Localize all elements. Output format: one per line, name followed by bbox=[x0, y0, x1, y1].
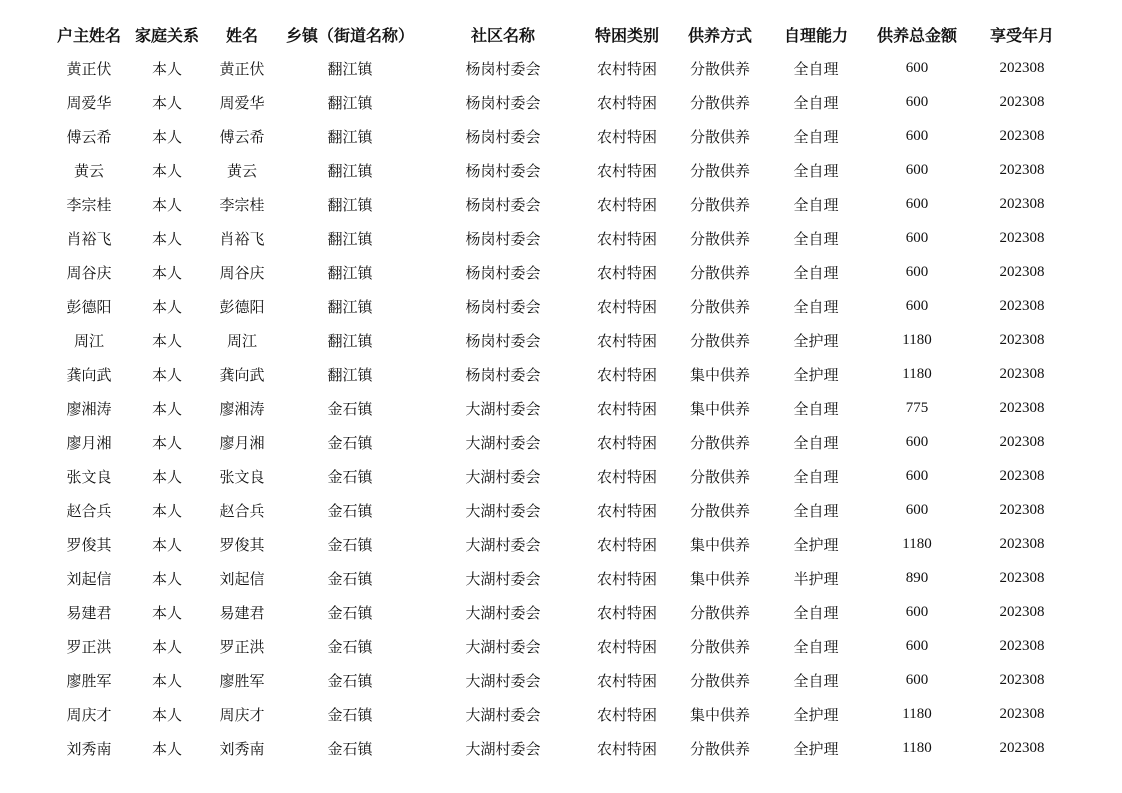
householder-name-cell: 肖裕飞 bbox=[66, 229, 112, 248]
relation-cell: 本人 bbox=[151, 467, 182, 486]
community-cell: 杨岗村委会 bbox=[465, 195, 541, 214]
table-body bbox=[50, 51, 1072, 765]
relation-cell: 本人 bbox=[151, 331, 182, 350]
self-care-cell: 全护理 bbox=[793, 739, 839, 758]
householder-name-cell: 廖湘涛 bbox=[66, 399, 112, 418]
name-cell: 龚向武 bbox=[219, 365, 265, 384]
category-cell: 农村特困 bbox=[596, 229, 657, 248]
self-care-cell: 全自理 bbox=[793, 637, 839, 656]
town-cell: 翻江镇 bbox=[327, 229, 373, 248]
month-cell: 202308 bbox=[999, 705, 1045, 722]
header-name: 姓名 bbox=[225, 26, 258, 45]
month-cell: 202308 bbox=[999, 263, 1045, 280]
householder-name-cell: 张文良 bbox=[66, 467, 112, 486]
self-care-cell: 全自理 bbox=[793, 229, 839, 248]
month-cell: 202308 bbox=[999, 433, 1045, 450]
relation-cell: 本人 bbox=[151, 263, 182, 282]
householder-name-cell: 周谷庆 bbox=[66, 263, 112, 282]
name-cell: 刘秀南 bbox=[219, 739, 265, 758]
self-care-cell: 全自理 bbox=[793, 195, 839, 214]
name-cell: 赵合兵 bbox=[219, 501, 265, 520]
table-row bbox=[50, 391, 1072, 425]
support-mode-cell: 分散供养 bbox=[689, 501, 750, 520]
relation-cell: 本人 bbox=[151, 637, 182, 656]
town-cell: 翻江镇 bbox=[327, 195, 373, 214]
town-cell: 金石镇 bbox=[327, 603, 373, 622]
self-care-cell: 全自理 bbox=[793, 603, 839, 622]
community-cell: 大湖村委会 bbox=[465, 467, 541, 486]
town-cell: 金石镇 bbox=[327, 637, 373, 656]
community-cell: 大湖村委会 bbox=[465, 603, 541, 622]
support-mode-cell: 集中供养 bbox=[689, 569, 750, 588]
table-row bbox=[50, 595, 1072, 629]
amount-cell: 600 bbox=[905, 671, 929, 688]
householder-name-cell: 傅云希 bbox=[66, 127, 112, 146]
support-mode-cell: 分散供养 bbox=[689, 331, 750, 350]
householder-name-cell: 黄正伏 bbox=[66, 59, 112, 78]
support-mode-cell: 分散供养 bbox=[689, 229, 750, 248]
name-cell: 周庆才 bbox=[219, 705, 265, 724]
table-row bbox=[50, 51, 1072, 85]
category-cell: 农村特困 bbox=[596, 569, 657, 588]
relation-cell: 本人 bbox=[151, 297, 182, 316]
support-mode-cell: 分散供养 bbox=[689, 59, 750, 78]
month-cell: 202308 bbox=[999, 127, 1045, 144]
support-mode-cell: 分散供养 bbox=[689, 161, 750, 180]
householder-name-cell: 周江 bbox=[73, 331, 104, 350]
table-row bbox=[50, 323, 1072, 357]
householder-name-cell: 周爱华 bbox=[66, 93, 112, 112]
amount-cell: 600 bbox=[905, 195, 929, 212]
support-mode-cell: 分散供养 bbox=[689, 263, 750, 282]
town-cell: 金石镇 bbox=[327, 535, 373, 554]
amount-cell: 775 bbox=[905, 399, 929, 416]
table-row bbox=[50, 731, 1072, 765]
relief-roster-table bbox=[50, 18, 1072, 765]
self-care-cell: 全自理 bbox=[793, 127, 839, 146]
amount-cell: 1180 bbox=[902, 365, 932, 382]
name-cell: 廖月湘 bbox=[219, 433, 265, 452]
householder-name-cell: 刘起信 bbox=[66, 569, 112, 588]
month-cell: 202308 bbox=[999, 297, 1045, 314]
community-cell: 大湖村委会 bbox=[465, 705, 541, 724]
month-cell: 202308 bbox=[999, 671, 1045, 688]
householder-name-cell: 廖胜军 bbox=[66, 671, 112, 690]
community-cell: 大湖村委会 bbox=[465, 739, 541, 758]
table-row bbox=[50, 493, 1072, 527]
month-cell: 202308 bbox=[999, 603, 1045, 620]
amount-cell: 600 bbox=[905, 229, 929, 246]
amount-cell: 600 bbox=[905, 467, 929, 484]
month-cell: 202308 bbox=[999, 195, 1045, 212]
name-cell: 黄云 bbox=[226, 161, 257, 180]
self-care-cell: 全护理 bbox=[793, 365, 839, 384]
self-care-cell: 全自理 bbox=[793, 93, 839, 112]
self-care-cell: 全自理 bbox=[793, 671, 839, 690]
category-cell: 农村特困 bbox=[596, 93, 657, 112]
amount-cell: 600 bbox=[905, 501, 929, 518]
relation-cell: 本人 bbox=[151, 433, 182, 452]
name-cell: 易建君 bbox=[219, 603, 265, 622]
relation-cell: 本人 bbox=[151, 59, 182, 78]
amount-cell: 600 bbox=[905, 603, 929, 620]
relation-cell: 本人 bbox=[151, 127, 182, 146]
support-mode-cell: 分散供养 bbox=[689, 739, 750, 758]
header-amount: 供养总金额 bbox=[876, 26, 957, 45]
householder-name-cell: 周庆才 bbox=[66, 705, 112, 724]
month-cell: 202308 bbox=[999, 331, 1045, 348]
community-cell: 杨岗村委会 bbox=[465, 331, 541, 350]
self-care-cell: 全自理 bbox=[793, 399, 839, 418]
category-cell: 农村特困 bbox=[596, 399, 657, 418]
amount-cell: 600 bbox=[905, 637, 929, 654]
self-care-cell: 全自理 bbox=[793, 59, 839, 78]
relation-cell: 本人 bbox=[151, 501, 182, 520]
householder-name-cell: 罗俊其 bbox=[66, 535, 112, 554]
category-cell: 农村特困 bbox=[596, 127, 657, 146]
community-cell: 杨岗村委会 bbox=[465, 161, 541, 180]
category-cell: 农村特困 bbox=[596, 705, 657, 724]
town-cell: 翻江镇 bbox=[327, 297, 373, 316]
town-cell: 翻江镇 bbox=[327, 59, 373, 78]
support-mode-cell: 分散供养 bbox=[689, 467, 750, 486]
town-cell: 金石镇 bbox=[327, 399, 373, 418]
self-care-cell: 半护理 bbox=[793, 569, 839, 588]
header-householder-name: 户主姓名 bbox=[56, 26, 121, 45]
town-cell: 翻江镇 bbox=[327, 161, 373, 180]
header-support-mode: 供养方式 bbox=[687, 26, 752, 45]
amount-cell: 600 bbox=[905, 161, 929, 178]
community-cell: 大湖村委会 bbox=[465, 671, 541, 690]
town-cell: 金石镇 bbox=[327, 433, 373, 452]
header-self-care: 自理能力 bbox=[783, 26, 848, 45]
name-cell: 傅云希 bbox=[219, 127, 265, 146]
name-cell: 张文良 bbox=[219, 467, 265, 486]
table-row bbox=[50, 119, 1072, 153]
category-cell: 农村特困 bbox=[596, 297, 657, 316]
relation-cell: 本人 bbox=[151, 603, 182, 622]
relation-cell: 本人 bbox=[151, 195, 182, 214]
header-community: 社区名称 bbox=[470, 26, 535, 45]
category-cell: 农村特困 bbox=[596, 501, 657, 520]
town-cell: 金石镇 bbox=[327, 739, 373, 758]
support-mode-cell: 分散供养 bbox=[689, 93, 750, 112]
name-cell: 李宗桂 bbox=[219, 195, 265, 214]
table-row bbox=[50, 187, 1072, 221]
month-cell: 202308 bbox=[999, 569, 1045, 586]
name-cell: 黄正伏 bbox=[219, 59, 265, 78]
community-cell: 杨岗村委会 bbox=[465, 297, 541, 316]
community-cell: 杨岗村委会 bbox=[465, 263, 541, 282]
relation-cell: 本人 bbox=[151, 399, 182, 418]
month-cell: 202308 bbox=[999, 637, 1045, 654]
relation-cell: 本人 bbox=[151, 705, 182, 724]
header-town: 乡镇（街道名称） bbox=[285, 26, 414, 45]
header-family-relation: 家庭关系 bbox=[134, 26, 199, 45]
table-row bbox=[50, 357, 1072, 391]
category-cell: 农村特困 bbox=[596, 161, 657, 180]
amount-cell: 1180 bbox=[902, 739, 932, 756]
month-cell: 202308 bbox=[999, 161, 1045, 178]
table-row bbox=[50, 459, 1072, 493]
householder-name-cell: 李宗桂 bbox=[66, 195, 112, 214]
category-cell: 农村特困 bbox=[596, 195, 657, 214]
amount-cell: 1180 bbox=[902, 331, 932, 348]
amount-cell: 1180 bbox=[902, 535, 932, 552]
town-cell: 翻江镇 bbox=[327, 93, 373, 112]
self-care-cell: 全自理 bbox=[793, 263, 839, 282]
self-care-cell: 全护理 bbox=[793, 535, 839, 554]
category-cell: 农村特困 bbox=[596, 603, 657, 622]
town-cell: 金石镇 bbox=[327, 501, 373, 520]
town-cell: 金石镇 bbox=[327, 569, 373, 588]
category-cell: 农村特困 bbox=[596, 535, 657, 554]
self-care-cell: 全自理 bbox=[793, 433, 839, 452]
table-row bbox=[50, 425, 1072, 459]
relation-cell: 本人 bbox=[151, 229, 182, 248]
support-mode-cell: 分散供养 bbox=[689, 603, 750, 622]
name-cell: 罗俊其 bbox=[219, 535, 265, 554]
name-cell: 罗正洪 bbox=[219, 637, 265, 656]
support-mode-cell: 分散供养 bbox=[689, 637, 750, 656]
category-cell: 农村特困 bbox=[596, 467, 657, 486]
amount-cell: 600 bbox=[905, 263, 929, 280]
month-cell: 202308 bbox=[999, 467, 1045, 484]
relation-cell: 本人 bbox=[151, 535, 182, 554]
amount-cell: 600 bbox=[905, 93, 929, 110]
town-cell: 金石镇 bbox=[327, 467, 373, 486]
self-care-cell: 全护理 bbox=[793, 331, 839, 350]
month-cell: 202308 bbox=[999, 229, 1045, 246]
self-care-cell: 全自理 bbox=[793, 501, 839, 520]
name-cell: 刘起信 bbox=[219, 569, 265, 588]
category-cell: 农村特困 bbox=[596, 671, 657, 690]
householder-name-cell: 彭德阳 bbox=[66, 297, 112, 316]
support-mode-cell: 分散供养 bbox=[689, 195, 750, 214]
table-row bbox=[50, 289, 1072, 323]
table-row bbox=[50, 153, 1072, 187]
community-cell: 杨岗村委会 bbox=[465, 229, 541, 248]
relation-cell: 本人 bbox=[151, 739, 182, 758]
support-mode-cell: 分散供养 bbox=[689, 297, 750, 316]
amount-cell: 890 bbox=[905, 569, 929, 586]
self-care-cell: 全自理 bbox=[793, 297, 839, 316]
category-cell: 农村特困 bbox=[596, 263, 657, 282]
town-cell: 翻江镇 bbox=[327, 263, 373, 282]
month-cell: 202308 bbox=[999, 59, 1045, 76]
community-cell: 杨岗村委会 bbox=[465, 127, 541, 146]
self-care-cell: 全自理 bbox=[793, 161, 839, 180]
header-row bbox=[50, 18, 1072, 51]
support-mode-cell: 集中供养 bbox=[689, 535, 750, 554]
relation-cell: 本人 bbox=[151, 365, 182, 384]
month-cell: 202308 bbox=[999, 93, 1045, 110]
community-cell: 大湖村委会 bbox=[465, 399, 541, 418]
category-cell: 农村特困 bbox=[596, 331, 657, 350]
support-mode-cell: 分散供养 bbox=[689, 671, 750, 690]
householder-name-cell: 罗正洪 bbox=[66, 637, 112, 656]
householder-name-cell: 赵合兵 bbox=[66, 501, 112, 520]
community-cell: 大湖村委会 bbox=[465, 569, 541, 588]
relation-cell: 本人 bbox=[151, 671, 182, 690]
category-cell: 农村特困 bbox=[596, 433, 657, 452]
month-cell: 202308 bbox=[999, 501, 1045, 518]
name-cell: 彭德阳 bbox=[219, 297, 265, 316]
support-mode-cell: 分散供养 bbox=[689, 127, 750, 146]
self-care-cell: 全自理 bbox=[793, 467, 839, 486]
householder-name-cell: 廖月湘 bbox=[66, 433, 112, 452]
support-mode-cell: 集中供养 bbox=[689, 705, 750, 724]
relation-cell: 本人 bbox=[151, 161, 182, 180]
table-row bbox=[50, 697, 1072, 731]
community-cell: 大湖村委会 bbox=[465, 535, 541, 554]
amount-cell: 600 bbox=[905, 59, 929, 76]
name-cell: 周江 bbox=[226, 331, 257, 350]
householder-name-cell: 龚向武 bbox=[66, 365, 112, 384]
support-mode-cell: 分散供养 bbox=[689, 433, 750, 452]
table-row bbox=[50, 527, 1072, 561]
amount-cell: 600 bbox=[905, 127, 929, 144]
householder-name-cell: 易建君 bbox=[66, 603, 112, 622]
table-row bbox=[50, 255, 1072, 289]
amount-cell: 600 bbox=[905, 297, 929, 314]
householder-name-cell: 刘秀南 bbox=[66, 739, 112, 758]
relation-cell: 本人 bbox=[151, 93, 182, 112]
town-cell: 翻江镇 bbox=[327, 365, 373, 384]
self-care-cell: 全护理 bbox=[793, 705, 839, 724]
name-cell: 肖裕飞 bbox=[219, 229, 265, 248]
support-mode-cell: 集中供养 bbox=[689, 399, 750, 418]
table-header bbox=[50, 18, 1072, 51]
month-cell: 202308 bbox=[999, 739, 1045, 756]
table-row bbox=[50, 629, 1072, 663]
category-cell: 农村特困 bbox=[596, 739, 657, 758]
month-cell: 202308 bbox=[999, 399, 1045, 416]
community-cell: 大湖村委会 bbox=[465, 501, 541, 520]
community-cell: 大湖村委会 bbox=[465, 637, 541, 656]
table-row bbox=[50, 561, 1072, 595]
amount-cell: 1180 bbox=[902, 705, 932, 722]
town-cell: 金石镇 bbox=[327, 671, 373, 690]
header-month: 享受年月 bbox=[989, 26, 1054, 45]
table-row bbox=[50, 221, 1072, 255]
relief-roster-sheet bbox=[50, 18, 1072, 765]
category-cell: 农村特困 bbox=[596, 365, 657, 384]
name-cell: 周爱华 bbox=[219, 93, 265, 112]
community-cell: 大湖村委会 bbox=[465, 433, 541, 452]
name-cell: 廖胜军 bbox=[219, 671, 265, 690]
category-cell: 农村特困 bbox=[596, 637, 657, 656]
table-row bbox=[50, 85, 1072, 119]
town-cell: 翻江镇 bbox=[327, 331, 373, 350]
month-cell: 202308 bbox=[999, 535, 1045, 552]
category-cell: 农村特困 bbox=[596, 59, 657, 78]
community-cell: 杨岗村委会 bbox=[465, 59, 541, 78]
name-cell: 廖湘涛 bbox=[219, 399, 265, 418]
name-cell: 周谷庆 bbox=[219, 263, 265, 282]
relation-cell: 本人 bbox=[151, 569, 182, 588]
town-cell: 翻江镇 bbox=[327, 127, 373, 146]
town-cell: 金石镇 bbox=[327, 705, 373, 724]
month-cell: 202308 bbox=[999, 365, 1045, 382]
support-mode-cell: 集中供养 bbox=[689, 365, 750, 384]
table-row bbox=[50, 663, 1072, 697]
amount-cell: 600 bbox=[905, 433, 929, 450]
header-category: 特困类别 bbox=[594, 26, 659, 45]
community-cell: 杨岗村委会 bbox=[465, 93, 541, 112]
community-cell: 杨岗村委会 bbox=[465, 365, 541, 384]
householder-name-cell: 黄云 bbox=[73, 161, 104, 180]
